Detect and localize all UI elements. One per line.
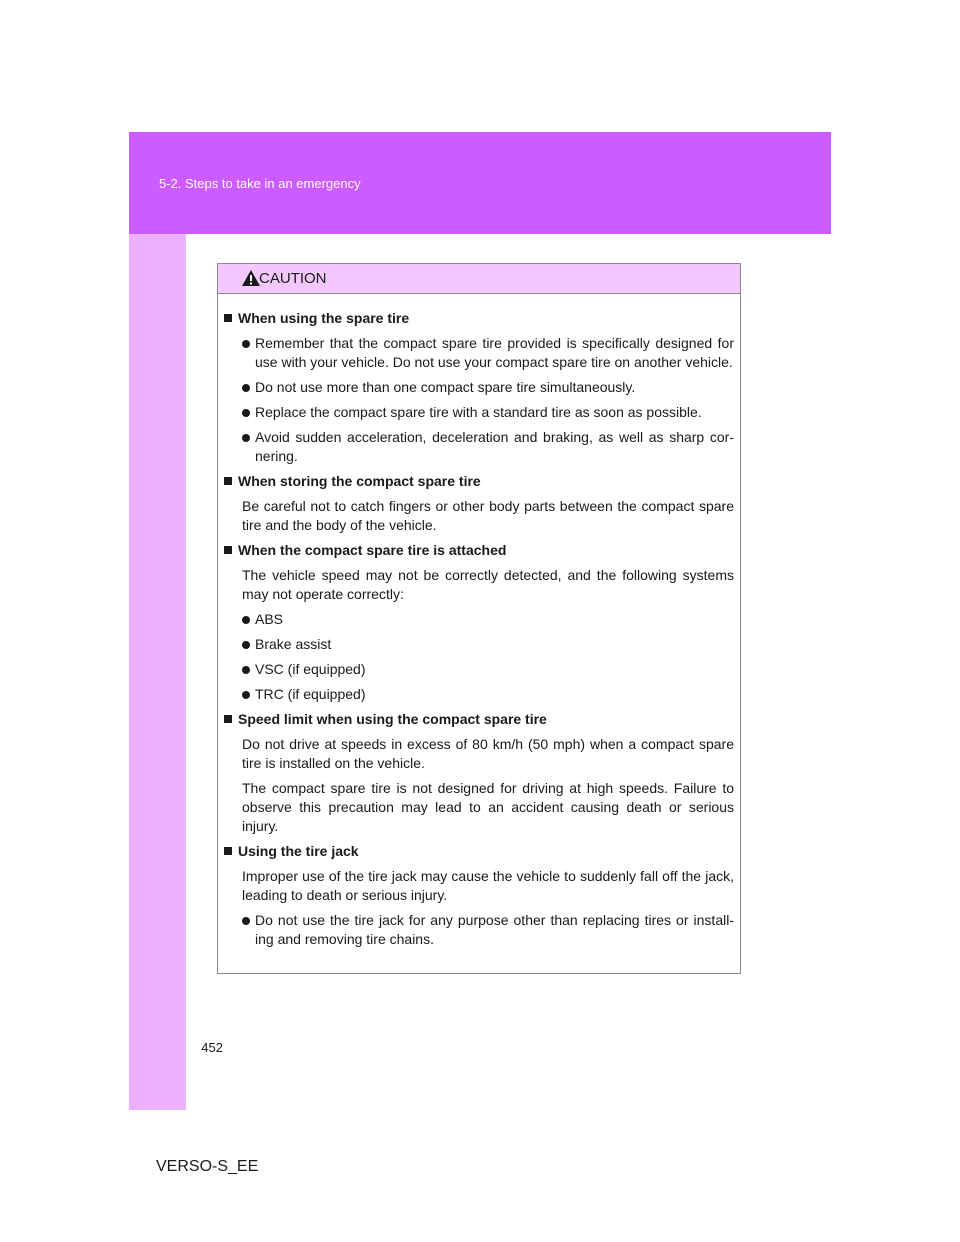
list-item: VSC (if equipped) (242, 660, 734, 679)
paragraph: Do not drive at speeds in excess of 80 km/h (50 mph) when a compact spare tire is installed on the vehicle. (242, 736, 734, 771)
square-bullet-icon (224, 715, 232, 723)
document-code: VERSO-S_EE (156, 1158, 259, 1175)
round-bullet-icon (242, 340, 250, 348)
section-heading: When using the spare tire (223, 309, 734, 328)
paragraph: The compact spare tire is not designed for driving at high speeds. Failure to observe this precaution may lead to an accident causing death or serious injury. (242, 780, 734, 834)
round-bullet-icon (242, 641, 250, 649)
section-heading: Using the tire jack (223, 842, 734, 861)
chapter-header (129, 132, 831, 234)
warning-triangle-icon (241, 269, 261, 287)
section-heading: When storing the compact spare tire (223, 472, 734, 491)
round-bullet-icon (242, 616, 250, 624)
square-bullet-icon (224, 477, 232, 485)
paragraph: The vehicle speed may not be correctly detected, and the following systems may not operate correctly: (242, 567, 734, 602)
list-item: ABS (242, 610, 734, 629)
section-heading: When the compact spare tire is attached (223, 541, 734, 560)
list-item: Avoid sudden acceleration, deceleration and braking, as well as sharp cor-nering. (242, 428, 734, 466)
list-item: TRC (if equipped) (242, 685, 734, 704)
square-bullet-icon (224, 847, 232, 855)
round-bullet-icon (242, 917, 250, 925)
page-number: 452 (201, 1040, 223, 1055)
square-bullet-icon (224, 546, 232, 554)
square-bullet-icon (224, 314, 232, 322)
paragraph: Improper use of the tire jack may cause the vehicle to suddenly fall off the jack, leading to death or serious injury. (242, 868, 734, 903)
caution-body (218, 294, 740, 949)
section-heading: Speed limit when using the compact spare tire (223, 710, 734, 729)
list-item: Do not use the tire jack for any purpose other than replacing tires or install-ing and removing tire chains. (242, 911, 734, 949)
paragraph: Be careful not to catch fingers or other body parts between the compact spare tire and the body of the vehicle. (242, 498, 734, 533)
round-bullet-icon (242, 409, 250, 417)
caution-header (218, 264, 740, 294)
breadcrumb: 5-2. Steps to take in an emergency (159, 176, 361, 191)
round-bullet-icon (242, 434, 250, 442)
round-bullet-icon (242, 691, 250, 699)
list-item: Do not use more than one compact spare tire simultaneously. (242, 378, 734, 397)
list-item: Remember that the compact spare tire provided is specifically designed for use with your vehicle. Do not use your compact spare tire on another vehicle. (242, 334, 734, 372)
caution-title: CAUTION (259, 270, 327, 287)
list-item: Brake assist (242, 635, 734, 654)
round-bullet-icon (242, 666, 250, 674)
caution-box (217, 263, 741, 974)
side-band (129, 234, 186, 1110)
round-bullet-icon (242, 384, 250, 392)
list-item: Replace the compact spare tire with a standard tire as soon as possible. (242, 403, 734, 422)
